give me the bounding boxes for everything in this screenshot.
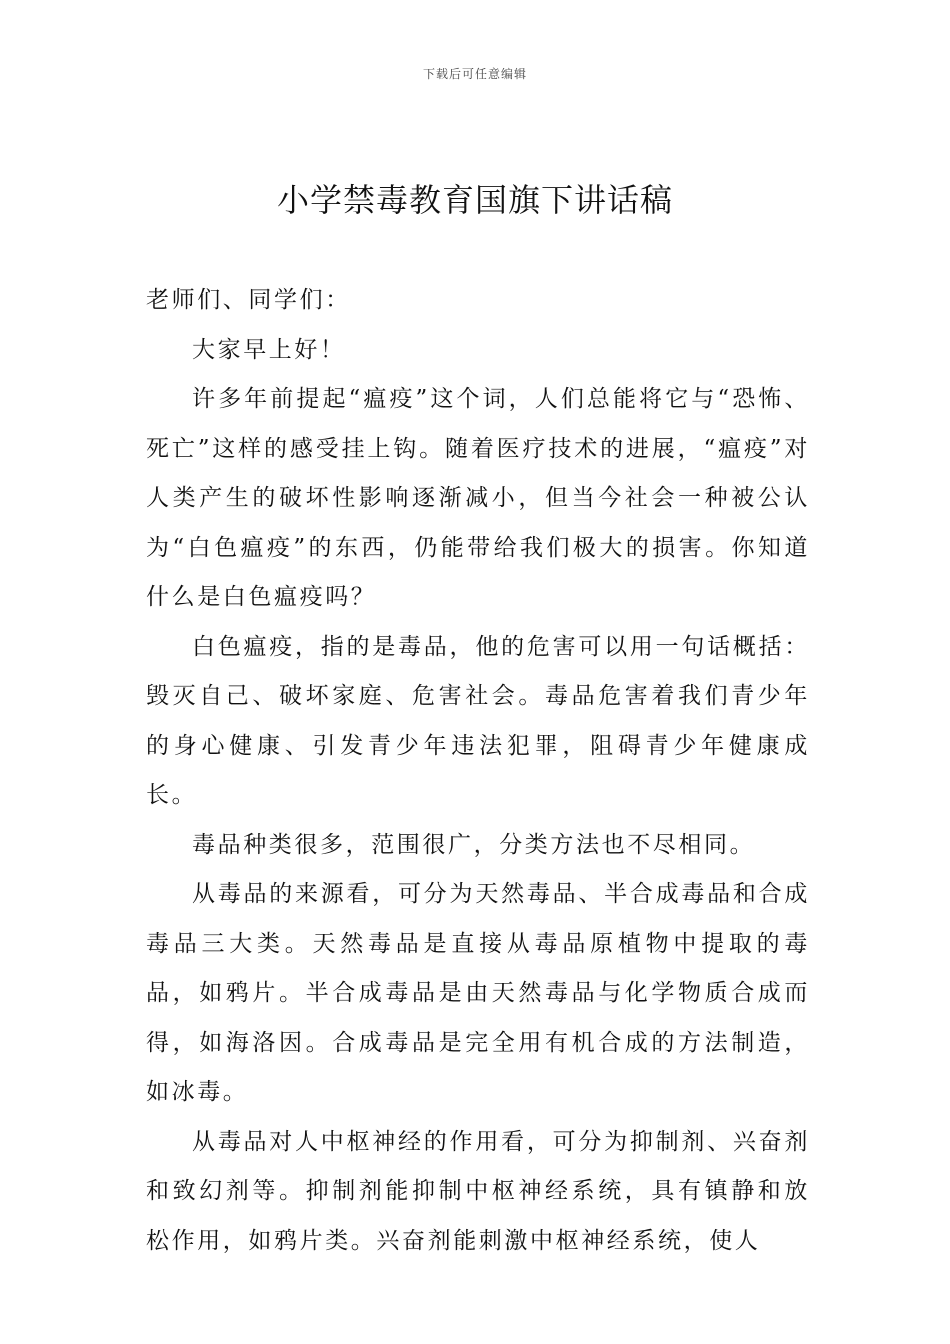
paragraph: 从毒品的来源看，可分为天然毒品、半合成毒品和合成毒品三大类。天然毒品是直接从毒品原植物中提取的毒品，如鸦片。半合成毒品是由天然毒品与化学物质合成而得，如海洛因。合成毒品是完全用有机合成的方法制造，如冰毒。 (146, 881, 810, 1105)
paragraph: 从毒品对人中枢神经的作用看，可分为抑制剂、兴奋剂和致幻剂等。抑制剂能抑制中枢神经系统，具有镇静和放松作用，如鸦片类。兴奋剂能刺激中枢神经系统，使人 (146, 1128, 810, 1254)
paragraph-salutation: 老师们、同学们： (146, 287, 351, 313)
paragraph: 毒品种类很多，范围很广，分类方法也不尽相同。 (192, 831, 756, 858)
document-title: 小学禁毒教育国旗下讲话稿 (276, 181, 673, 219)
header-note: 下载后可任意编辑 (422, 67, 527, 81)
document-body (146, 276, 810, 1266)
paragraph-greeting: 大家早上好！ (192, 336, 346, 363)
paragraph: 白色瘟疫，指的是毒品，他的危害可以用一句话概括：毁灭自己、破坏家庭、危害社会。毒品危害着我们青少年的身心健康、引发青少年违法犯罪，阻碍青少年健康成长。 (146, 633, 810, 808)
paragraph: 许多年前提起“瘟疫”这个词，人们总能将它与“恐怖、死亡”这样的感受挂上钩。随着医疗技术的进展，“瘟疫”对人类产生的破坏性影响逐渐减小，但当今社会一种被公认为“白色瘟疫”的东西，仍能带给我们极大的损害。你知道什么是白色瘟疫吗？ (146, 386, 810, 610)
